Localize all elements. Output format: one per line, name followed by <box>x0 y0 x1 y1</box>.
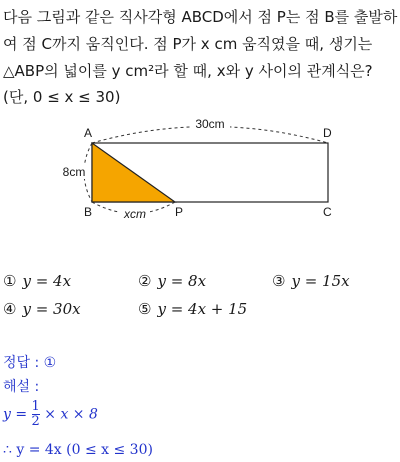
option-4-expr: y = 30x <box>22 300 81 318</box>
triangle-abp <box>92 143 175 202</box>
explanation-label: 해설 : <box>3 379 40 395</box>
option-1-expr: y = 4x <box>22 272 72 290</box>
option-3-number: ③ <box>272 272 286 290</box>
rectangle-figure <box>0 115 400 225</box>
option-4-number: ④ <box>3 300 17 318</box>
question-line-4: (단, 0 ≤ x ≤ 30) <box>3 88 121 106</box>
option-1[interactable] <box>3 272 71 290</box>
point-a-label: A <box>84 126 93 140</box>
formula-right: × x × 8 <box>44 406 98 423</box>
explanation-formula <box>3 400 98 429</box>
option-1-number: ① <box>3 272 17 290</box>
point-p-label: P <box>175 205 184 219</box>
option-3[interactable] <box>272 272 350 290</box>
option-2-expr: y = 8x <box>157 272 207 290</box>
point-d-label: D <box>323 126 332 140</box>
question-line-1: 다음 그림과 같은 직사각형 ABCD에서 점 P는 점 B를 출발하 <box>3 8 398 26</box>
option-2-number: ② <box>138 272 152 290</box>
point-c-label: C <box>323 205 332 219</box>
question-line-2: 여 점 C까지 움직인다. 점 P가 x cm 움직였을 때, 생기는 <box>3 35 373 53</box>
formula-left: y = <box>3 406 28 423</box>
answer-label: 정답 : ① <box>3 355 57 371</box>
top-length-label: 30cm <box>195 117 225 131</box>
point-b-label: B <box>84 205 93 219</box>
option-2[interactable] <box>138 272 206 290</box>
question-line-3: △ABP의 넓이를 y cm²라 할 때, x와 y 사이의 관계식은? <box>3 62 373 80</box>
option-3-expr: y = 15x <box>291 272 350 290</box>
option-4[interactable] <box>3 300 81 318</box>
final-relation: ∴ y = 4x (0 ≤ x ≤ 30) <box>3 442 153 458</box>
option-5-number: ⑤ <box>138 300 152 318</box>
left-length-label: 8cm <box>62 165 86 179</box>
option-5-expr: y = 4x + 15 <box>157 300 248 318</box>
bottom-length-label: xcm <box>124 207 146 221</box>
fraction-denominator: 2 <box>31 414 40 429</box>
fraction-numerator: 1 <box>31 399 40 414</box>
option-5[interactable] <box>138 300 247 318</box>
fraction-one-half <box>32 400 40 429</box>
